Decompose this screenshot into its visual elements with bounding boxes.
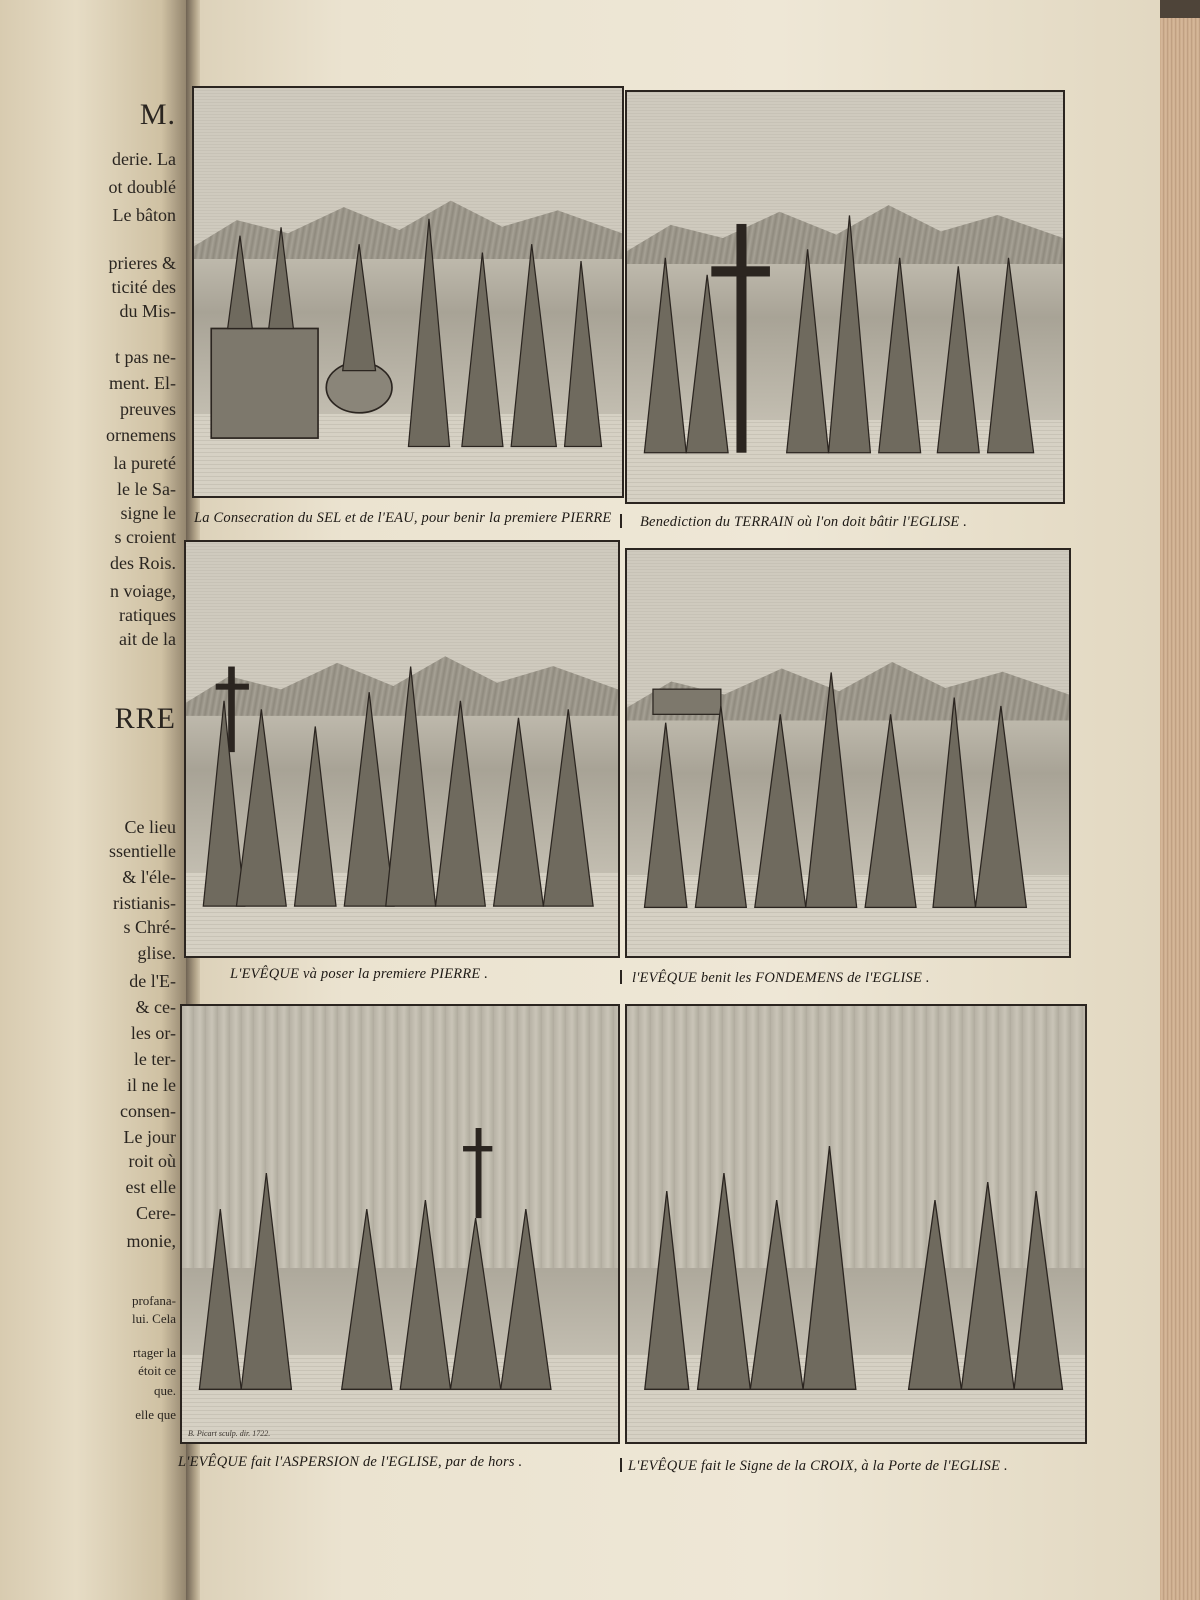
left-page-line: preuves xyxy=(120,399,176,419)
left-page-line: ratiques xyxy=(119,605,176,625)
left-page-line: RRE xyxy=(114,702,176,735)
left-page-line: le ter- xyxy=(133,1049,176,1069)
left-page-line: roit où xyxy=(128,1151,176,1171)
panel-blessing-foundations xyxy=(625,548,1071,958)
left-page-line: monie, xyxy=(126,1231,176,1251)
panel-bishop-laying-stone xyxy=(184,540,620,958)
left-page-line: s Chré- xyxy=(123,917,176,937)
left-page-line: ment. El- xyxy=(109,373,176,393)
left-page-line: de l'E- xyxy=(129,971,176,991)
figures-group xyxy=(191,1128,610,1398)
figures-group xyxy=(636,207,1055,461)
left-page xyxy=(0,0,190,1600)
left-page-line: & l'éle- xyxy=(122,867,176,887)
left-page-line: Le bâton xyxy=(112,205,176,225)
engraving-plate xyxy=(178,0,1160,1600)
caption-divider xyxy=(620,1458,622,1472)
left-page-line: des Rois. xyxy=(109,553,176,573)
left-page-line: n voiage, xyxy=(110,581,176,601)
left-page-line: ornemens xyxy=(106,425,176,445)
panel-consecration-salt-water xyxy=(192,86,624,498)
figures-group xyxy=(203,202,614,455)
left-page-line: étoit ce xyxy=(138,1363,176,1378)
caption-blessing-foundations: l'EVÊQUE benit les FONDEMENS de l'EGLISE . xyxy=(632,970,930,986)
left-page-line: rtager la xyxy=(133,1345,176,1360)
engraver-signature: B. Picart sculp. dir. 1722. xyxy=(188,1429,271,1438)
left-page-line: il ne le xyxy=(127,1075,176,1095)
caption-consecration-salt-water: La Consecration du SEL et de l'EAU, pour benir la premiere PIERRE xyxy=(194,510,612,526)
left-page-line: prieres & xyxy=(108,253,176,273)
left-page-line: consen- xyxy=(120,1101,176,1121)
caption-aspersion-outside: L'EVÊQUE fait l'ASPERSION de l'EGLISE, par de hors . xyxy=(178,1454,523,1470)
left-page-line: & ce- xyxy=(135,997,176,1017)
figures-group xyxy=(195,658,610,915)
caption-sign-of-cross-door: L'EVÊQUE fait le Signe de la CROIX, à la Porte de l'EGLISE . xyxy=(628,1458,1008,1474)
left-page-line: lui. Cela xyxy=(131,1311,176,1326)
left-page-line: ssentielle xyxy=(109,841,176,861)
left-page-line: M. xyxy=(139,98,176,131)
left-page-line: Cere- xyxy=(136,1203,176,1223)
left-page-line: s croient xyxy=(114,527,176,547)
panel-blessing-ground xyxy=(625,90,1065,504)
left-page-line: glise. xyxy=(137,943,176,963)
left-page-line: ait de la xyxy=(119,629,176,649)
left-page-line: t pas ne- xyxy=(115,347,176,367)
left-page-line: Ce lieu xyxy=(124,817,176,837)
caption-divider xyxy=(620,970,622,984)
left-page-line: est elle xyxy=(125,1177,176,1197)
left-page-line: les or- xyxy=(130,1023,176,1043)
left-page-line: la pureté xyxy=(113,453,176,473)
left-page-line: ticité des xyxy=(111,277,176,297)
left-page-line: que. xyxy=(153,1383,176,1398)
left-page-line: signe le xyxy=(120,503,176,523)
left-page-line: ristianis- xyxy=(113,893,176,913)
left-page-line: le le Sa- xyxy=(117,479,176,499)
page-edges xyxy=(1160,0,1200,1600)
right-page xyxy=(178,0,1162,1600)
left-page-line: derie. La xyxy=(112,149,176,169)
left-page-line: elle que xyxy=(135,1407,176,1422)
left-page-line: profana- xyxy=(131,1293,176,1308)
left-page-line: ot doublé xyxy=(108,177,176,197)
figures-group xyxy=(636,1128,1076,1398)
panel-aspersion-outside xyxy=(180,1004,620,1444)
caption-bishop-laying-stone: L'EVÊQUE và poser la premiere PIERRE . xyxy=(230,966,489,982)
caption-blessing-ground: Benediction du TERRAIN où l'on doit bâtir l'EGLISE . xyxy=(640,514,968,530)
left-page-line: du Mis- xyxy=(119,301,176,321)
panel-sign-of-cross-door xyxy=(625,1004,1087,1444)
caption-divider xyxy=(620,514,622,528)
left-page-line: Le jour xyxy=(123,1127,176,1147)
figures-group xyxy=(636,664,1060,916)
